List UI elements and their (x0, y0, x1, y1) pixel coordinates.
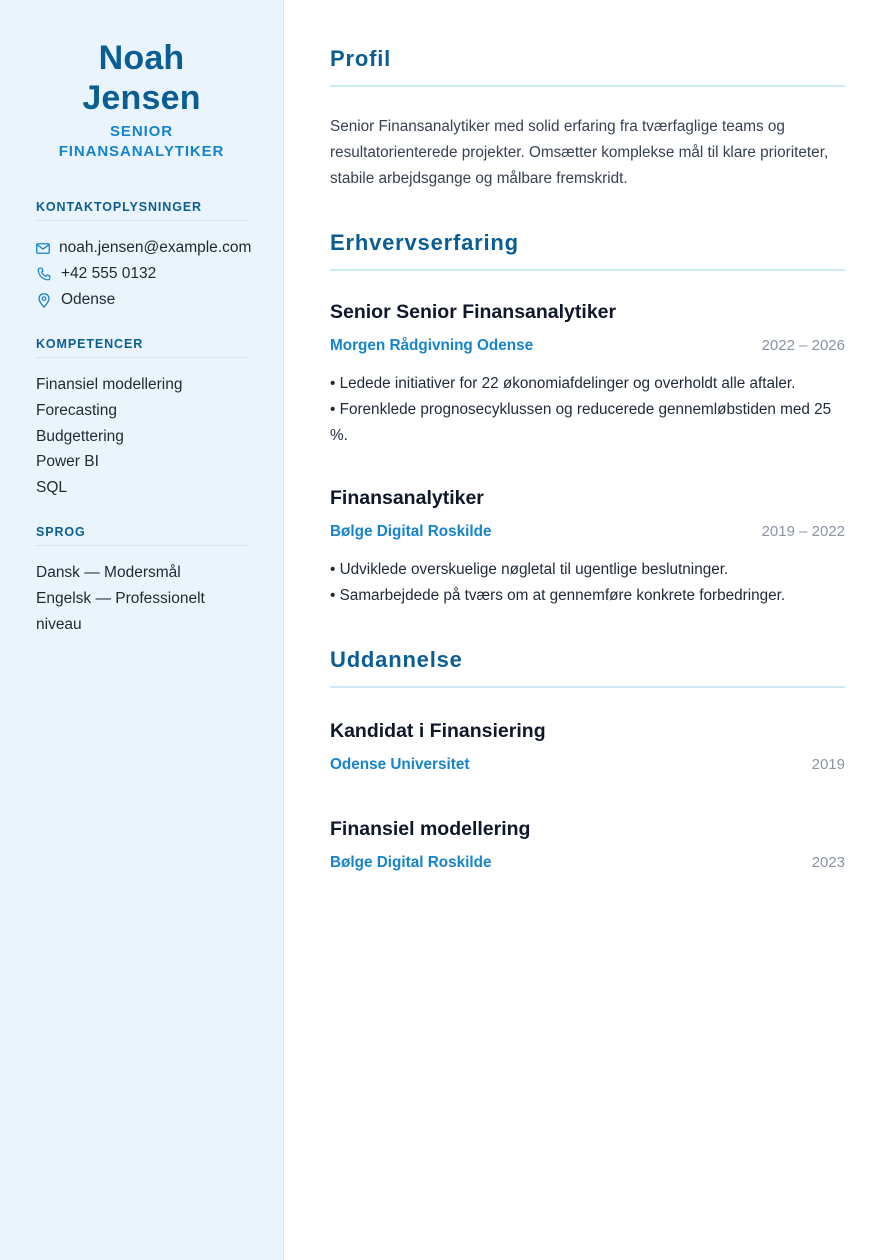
profile-title: Profil (330, 44, 845, 87)
main-content (284, 0, 890, 1260)
job-entry (330, 485, 845, 609)
job-bullets (330, 557, 845, 609)
language-item: Dansk — Modersmål (36, 563, 181, 581)
contact-heading: KONTAKTOPLYSNINGER (36, 200, 248, 221)
education-institution: Odense Universitet (330, 756, 470, 773)
person-headline: SENIOR FINANSANALYTIKER (58, 123, 225, 160)
skill-item: Budgettering (36, 427, 124, 445)
skill-item: Finansiel modellering (36, 376, 183, 393)
sidebar (0, 0, 284, 1260)
skill-item: Power BI (36, 453, 99, 471)
contact-phone-row (36, 261, 247, 287)
job-meta (330, 335, 845, 357)
profile-text: Senior Finansanalytiker med solid erfaring fra tværfaglige teams og resultatorienterede projekter. Omsætter komplekse mål til klare prioriteter, stabile arbejdsgange og målbare fremskridt. (330, 118, 829, 187)
education-meta (330, 852, 845, 874)
map-pin-icon (36, 292, 52, 308)
education-section (330, 645, 845, 874)
contact-location: Odense (61, 291, 116, 308)
job-dates: 2019 – 2022 (761, 523, 845, 540)
job-dates: 2022 – 2026 (761, 337, 845, 354)
languages-list (36, 560, 247, 633)
education-title: Uddannelse (330, 645, 845, 688)
skill-item: Forecasting (36, 401, 117, 419)
experience-title: Erhvervserfaring (330, 228, 845, 271)
languages-heading: SPROG (36, 525, 248, 546)
contact-list (36, 235, 252, 313)
person-name: Noah Jensen (82, 39, 201, 117)
phone-icon (36, 266, 52, 282)
job-meta (330, 521, 845, 543)
job-company: Morgen Rådgivning Odense (330, 337, 534, 354)
skills-section (36, 337, 247, 501)
job-bullets (330, 371, 845, 449)
experience-section (330, 228, 845, 609)
skill-item: SQL (36, 479, 68, 497)
education-year: 2023 (811, 854, 845, 871)
job-bullet: • Udviklede overskuelige nøgletal til ugentlige beslutninger. (330, 561, 729, 578)
profile-section (330, 44, 845, 192)
languages-section (36, 524, 247, 633)
contact-email[interactable]: noah.jensen@example.com (59, 239, 252, 256)
education-degree: Kandidat i Finansiering (330, 720, 546, 742)
education-degree: Finansiel modellering (330, 818, 531, 840)
contact-location-row (36, 287, 247, 313)
education-institution: Bølge Digital Roskilde (330, 854, 492, 871)
education-entry (330, 816, 845, 874)
contact-section (36, 200, 252, 313)
mail-icon (36, 240, 50, 256)
job-company: Bølge Digital Roskilde (330, 523, 492, 540)
education-year: 2019 (811, 756, 845, 773)
job-bullet: • Samarbejdede på tværs om at gennemføre konkrete forbedringer. (330, 587, 786, 604)
skills-heading: KOMPETENCER (36, 337, 248, 358)
language-item: Engelsk — Professionelt niveau (36, 589, 205, 633)
contact-email-row (36, 235, 252, 261)
education-meta (330, 754, 845, 776)
job-title: Senior Senior Finansanalytiker (330, 301, 617, 323)
job-entry (330, 299, 845, 449)
job-bullet: • Forenklede prognosecyklussen og reducerede gennemløbstiden med 25 %. (330, 401, 832, 444)
job-bullet: • Ledede initiativer for 22 økonomiafdelinger og overholdt alle aftaler. (330, 375, 796, 392)
contact-phone[interactable]: +42 555 0132 (61, 265, 157, 282)
education-entry (330, 718, 845, 776)
job-title: Finansanalytiker (330, 487, 484, 509)
skills-list (36, 372, 247, 501)
